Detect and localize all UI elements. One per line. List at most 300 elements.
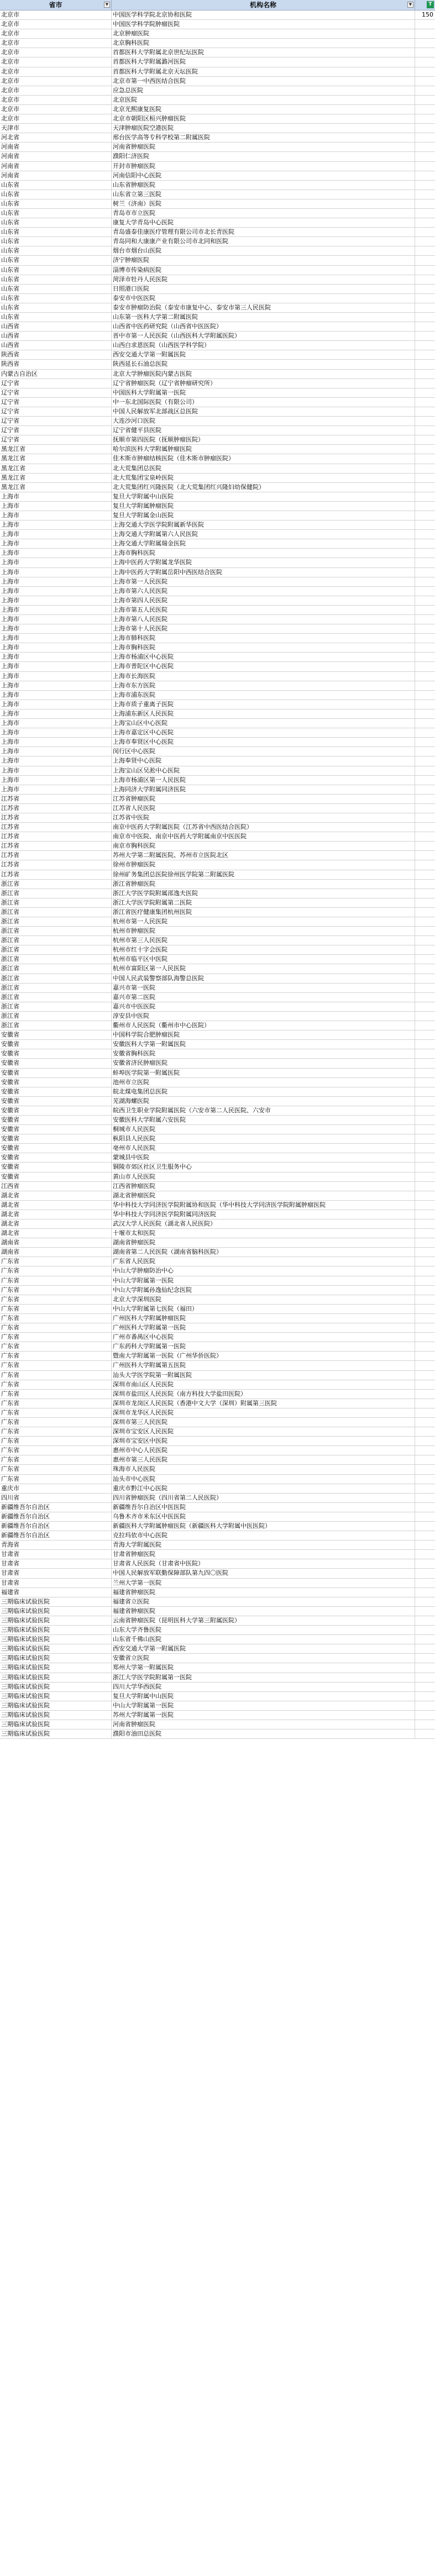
hospital-name-cell[interactable]: 菏泽市牡丹人民医院 <box>112 275 415 284</box>
hospital-name-cell[interactable]: 蒙城县中医院 <box>112 1153 415 1162</box>
province-cell[interactable]: 安徽省 <box>0 1106 112 1115</box>
hospital-name-cell[interactable]: 淄博市传染病医院 <box>112 266 415 275</box>
count-cell[interactable] <box>415 1238 435 1247</box>
count-cell[interactable] <box>415 880 435 889</box>
hospital-name-cell[interactable]: 山东大学齐鲁医院 <box>112 1626 415 1634</box>
count-cell[interactable] <box>415 266 435 275</box>
hospital-name-cell[interactable]: 福建省立医院 <box>112 1597 415 1606</box>
province-cell[interactable]: 湖北省 <box>0 1219 112 1228</box>
hospital-name-cell[interactable]: 北大荒集团总医院 <box>112 464 415 473</box>
count-cell[interactable] <box>415 1031 435 1039</box>
province-cell[interactable]: 上海市 <box>0 492 112 501</box>
province-cell[interactable]: 甘肃省 <box>0 1559 112 1568</box>
hospital-name-cell[interactable]: 江苏省人民医院 <box>112 804 415 813</box>
count-cell[interactable] <box>415 1503 435 1512</box>
province-cell[interactable]: 辽宁省 <box>0 426 112 435</box>
province-cell[interactable]: 安徽省 <box>0 1134 112 1143</box>
count-cell[interactable] <box>415 955 435 964</box>
province-cell[interactable]: 辽宁省 <box>0 388 112 397</box>
province-cell[interactable]: 浙江省 <box>0 974 112 983</box>
province-cell[interactable]: 甘肃省 <box>0 1569 112 1578</box>
hospital-name-cell[interactable]: 华中科技大学同济医学院附属协和医院（华中科技大学同济医学院附属肿瘤医院 <box>112 1201 415 1210</box>
hospital-name-cell[interactable]: 青岛市市立医院 <box>112 209 415 218</box>
hospital-name-cell[interactable]: 上海市长海医院 <box>112 672 415 681</box>
hospital-name-cell[interactable]: 中一东北国际医院（有限公司） <box>112 398 415 407</box>
hospital-name-cell[interactable]: 武汉大学人民医院（湖北省人民医院） <box>112 1219 415 1228</box>
province-cell[interactable]: 山西省 <box>0 341 112 350</box>
hospital-name-cell[interactable]: 湖北省肿瘤医院 <box>112 1191 415 1200</box>
count-cell[interactable] <box>415 1097 435 1106</box>
hospital-name-cell[interactable]: 中国医学科学院肿瘤医院 <box>112 20 415 29</box>
hospital-name-cell[interactable]: 上海市嘉定区中心医院 <box>112 728 415 737</box>
count-cell[interactable] <box>415 1153 435 1162</box>
filter-dropdown-icon[interactable]: ▼ <box>407 2 413 8</box>
hospital-name-cell[interactable]: 河南省肿瘤医院 <box>112 1720 415 1729</box>
hospital-name-cell[interactable]: 江苏省肿瘤医院 <box>112 795 415 803</box>
count-cell[interactable] <box>415 738 435 746</box>
count-cell[interactable] <box>415 1569 435 1578</box>
hospital-name-cell[interactable]: 中国科学院合肥肿瘤医院 <box>112 1031 415 1039</box>
province-cell[interactable]: 上海市 <box>0 615 112 624</box>
hospital-name-cell[interactable]: 安徽省济民肿瘤医院 <box>112 1059 415 1068</box>
hospital-name-cell[interactable]: 中山大学附属第七医院（福田） <box>112 1305 415 1313</box>
count-cell[interactable] <box>415 898 435 907</box>
province-cell[interactable]: 甘肃省 <box>0 1550 112 1559</box>
hospital-name-cell[interactable]: 嘉兴市第二医院 <box>112 993 415 1002</box>
count-cell[interactable] <box>415 1314 435 1323</box>
province-cell[interactable]: 陕西省 <box>0 350 112 359</box>
hospital-name-cell[interactable]: 复旦大学附属肿瘤医院 <box>112 502 415 511</box>
hospital-name-cell[interactable]: 上海市第四人民医院 <box>112 596 415 605</box>
count-cell[interactable] <box>415 1229 435 1238</box>
hospital-name-cell[interactable]: 浙江大学医学院附属第一医院 <box>112 1673 415 1682</box>
province-cell[interactable]: 天津市 <box>0 124 112 133</box>
count-cell[interactable] <box>415 275 435 284</box>
count-cell[interactable] <box>415 993 435 1002</box>
hospital-name-cell[interactable]: 克拉玛依市中心医院 <box>112 1531 415 1540</box>
count-cell[interactable] <box>415 1427 435 1436</box>
hospital-name-cell[interactable]: 山西省中医药研究院（山西省中医医院） <box>112 322 415 331</box>
hospital-name-cell[interactable]: 泰安市肿瘤防治院（泰安市康复中心、泰安市第三人民医院 <box>112 303 415 312</box>
hospital-name-cell[interactable]: 新疆医科大学附属肿瘤医院（新疆医科大学附属中医医院） <box>112 1522 415 1531</box>
hospital-name-cell[interactable]: 四川省肿瘤医院（四川省第二人民医院） <box>112 1494 415 1502</box>
hospital-name-cell[interactable]: 上海市奉贤区中心医院 <box>112 738 415 746</box>
hospital-name-cell[interactable]: 枞阳县人民医院 <box>112 1134 415 1143</box>
count-cell[interactable] <box>415 756 435 765</box>
count-cell[interactable] <box>415 407 435 416</box>
province-cell[interactable]: 安徽省 <box>0 1078 112 1087</box>
count-cell[interactable] <box>415 776 435 785</box>
count-cell[interactable] <box>415 728 435 737</box>
province-cell[interactable]: 浙江省 <box>0 927 112 935</box>
hospital-name-cell[interactable]: 汕头市中心医院 <box>112 1475 415 1484</box>
province-cell[interactable]: 上海市 <box>0 634 112 643</box>
count-cell[interactable] <box>415 105 435 114</box>
province-cell[interactable]: 安徽省 <box>0 1049 112 1058</box>
province-cell[interactable]: 上海市 <box>0 558 112 567</box>
hospital-name-cell[interactable]: 上海市第六人民医院 <box>112 587 415 596</box>
hospital-name-cell[interactable]: 上海市普陀区中心医院 <box>112 662 415 671</box>
hospital-name-cell[interactable]: 上海市杨浦区第一人民医院 <box>112 776 415 785</box>
province-cell[interactable]: 浙江省 <box>0 898 112 907</box>
count-cell[interactable] <box>415 539 435 548</box>
province-cell[interactable]: 上海市 <box>0 738 112 746</box>
province-cell[interactable]: 安徽省 <box>0 1173 112 1181</box>
hospital-name-cell[interactable]: 上海交通大学附属第六人民医院 <box>112 530 415 539</box>
hospital-name-cell[interactable]: 邢台医学高等专科学校第二附属医院 <box>112 133 415 142</box>
hospital-name-cell[interactable]: 惠州市中心人民医院 <box>112 1446 415 1455</box>
count-cell[interactable] <box>415 20 435 29</box>
hospital-name-cell[interactable]: 上海市第一人民医院 <box>112 577 415 586</box>
hospital-name-cell[interactable]: 深圳市龙岗区人民医院（香港中文大学（深圳）附属第三医院 <box>112 1399 415 1408</box>
count-cell[interactable] <box>415 152 435 161</box>
hospital-name-cell[interactable]: 日照港口医院 <box>112 285 415 293</box>
province-cell[interactable]: 上海市 <box>0 719 112 728</box>
count-cell[interactable] <box>415 171 435 180</box>
count-cell[interactable] <box>415 606 435 614</box>
count-cell[interactable] <box>415 577 435 586</box>
province-cell[interactable]: 湖北省 <box>0 1210 112 1219</box>
count-cell[interactable] <box>415 492 435 501</box>
province-cell[interactable]: 安徽省 <box>0 1125 112 1134</box>
hospital-name-cell[interactable]: 上海市胸科医院 <box>112 643 415 652</box>
province-cell[interactable]: 安徽省 <box>0 1087 112 1096</box>
hospital-name-cell[interactable]: 烟台市烟台山医院 <box>112 246 415 255</box>
count-cell[interactable] <box>415 48 435 57</box>
province-cell[interactable]: 广东省 <box>0 1286 112 1295</box>
province-cell[interactable]: 浙江省 <box>0 945 112 954</box>
province-cell[interactable]: 上海市 <box>0 691 112 700</box>
province-cell[interactable]: 上海市 <box>0 756 112 765</box>
province-cell[interactable]: 三期临床试验医院 <box>0 1654 112 1663</box>
province-cell[interactable]: 广东省 <box>0 1295 112 1304</box>
count-cell[interactable] <box>415 1295 435 1304</box>
province-cell[interactable]: 三期临床试验医院 <box>0 1626 112 1634</box>
hospital-name-cell[interactable]: 黄山市人民医院 <box>112 1173 415 1181</box>
province-cell[interactable]: 辽宁省 <box>0 379 112 388</box>
province-cell[interactable]: 黑龙江省 <box>0 445 112 454</box>
province-cell[interactable]: 山东省 <box>0 246 112 255</box>
province-cell[interactable]: 广东省 <box>0 1276 112 1285</box>
hospital-name-cell[interactable]: 北大荒集团宝泉岭医院 <box>112 474 415 482</box>
hospital-name-cell[interactable]: 北京市第一中西医结合医院 <box>112 77 415 86</box>
province-cell[interactable]: 江苏省 <box>0 823 112 832</box>
hospital-name-cell[interactable]: 杭州市临平区中医院 <box>112 955 415 964</box>
province-cell[interactable]: 上海市 <box>0 709 112 718</box>
count-cell[interactable] <box>415 360 435 369</box>
count-cell[interactable] <box>415 691 435 700</box>
count-cell[interactable] <box>415 653 435 661</box>
count-cell[interactable] <box>415 1550 435 1559</box>
province-cell[interactable]: 上海市 <box>0 776 112 785</box>
hospital-name-cell[interactable]: 中国人民解放军联勤保障部队第九四〇医院 <box>112 1569 415 1578</box>
hospital-name-cell[interactable]: 首都医科大学附属潞河医院 <box>112 57 415 66</box>
column-header-count[interactable] <box>415 0 435 10</box>
hospital-name-cell[interactable]: 泰安市中医医院 <box>112 294 415 303</box>
hospital-name-cell[interactable]: 中山大学肿瘤防治中心 <box>112 1266 415 1275</box>
province-cell[interactable]: 上海市 <box>0 530 112 539</box>
count-cell[interactable] <box>415 114 435 123</box>
count-cell[interactable] <box>415 1484 435 1493</box>
province-cell[interactable]: 山东省 <box>0 237 112 246</box>
count-cell[interactable] <box>415 483 435 492</box>
count-cell[interactable] <box>415 521 435 529</box>
hospital-name-cell[interactable]: 上海市肺科医院 <box>112 634 415 643</box>
count-cell[interactable] <box>415 1579 435 1587</box>
count-cell[interactable] <box>415 67 435 76</box>
count-cell[interactable] <box>415 1219 435 1228</box>
province-cell[interactable]: 福建省 <box>0 1588 112 1597</box>
count-cell[interactable] <box>415 77 435 86</box>
hospital-name-cell[interactable]: 云南省肿瘤医院（昆明医科大学第三附属医院） <box>112 1616 415 1625</box>
count-cell[interactable] <box>415 549 435 558</box>
count-cell[interactable] <box>415 474 435 482</box>
hospital-name-cell[interactable]: 江西省肿瘤医院 <box>112 1182 415 1191</box>
province-cell[interactable]: 上海市 <box>0 624 112 633</box>
hospital-name-cell[interactable]: 华中科技大学同济医学院附属同济医院 <box>112 1210 415 1219</box>
province-cell[interactable]: 江苏省 <box>0 795 112 803</box>
province-cell[interactable]: 浙江省 <box>0 889 112 898</box>
hospital-name-cell[interactable]: 中国医科大学附属第一医院 <box>112 388 415 397</box>
hospital-name-cell[interactable]: 杭州市第一人民医院 <box>112 917 415 926</box>
province-cell[interactable]: 新疆维吾尔自治区 <box>0 1512 112 1521</box>
count-cell[interactable] <box>415 57 435 66</box>
province-cell[interactable]: 山东省 <box>0 294 112 303</box>
hospital-name-cell[interactable]: 淳安县中医院 <box>112 1012 415 1021</box>
count-cell[interactable] <box>415 1276 435 1285</box>
count-cell[interactable] <box>415 1333 435 1342</box>
count-cell[interactable] <box>415 917 435 926</box>
province-cell[interactable]: 北京市 <box>0 39 112 48</box>
count-cell[interactable] <box>415 143 435 151</box>
hospital-name-cell[interactable]: 山东省立第三医院 <box>112 190 415 199</box>
count-cell[interactable] <box>415 124 435 133</box>
count-cell[interactable] <box>415 974 435 983</box>
province-cell[interactable]: 内蒙古自治区 <box>0 370 112 378</box>
hospital-name-cell[interactable]: 池州市立医院 <box>112 1078 415 1087</box>
province-cell[interactable]: 北京市 <box>0 20 112 29</box>
count-cell[interactable]: 150 <box>422 11 433 18</box>
count-cell[interactable] <box>415 662 435 671</box>
hospital-name-cell[interactable]: 深圳市盐田区人民医院（南方科技大学盐田医院） <box>112 1390 415 1399</box>
hospital-name-cell[interactable]: 济宁肿瘤医院 <box>112 256 415 265</box>
province-cell[interactable]: 北京市 <box>0 86 112 95</box>
hospital-name-cell[interactable]: 濮阳市油田总医院 <box>112 1729 415 1738</box>
count-cell[interactable] <box>415 1257 435 1266</box>
hospital-name-cell[interactable]: 北京市朝阳区桓兴肿瘤医院 <box>112 114 415 123</box>
province-cell[interactable]: 山东省 <box>0 256 112 265</box>
count-cell[interactable] <box>415 332 435 340</box>
province-cell[interactable]: 河南省 <box>0 152 112 161</box>
hospital-name-cell[interactable]: 嘉兴市第一医院 <box>112 984 415 992</box>
hospital-name-cell[interactable]: 福建省肿瘤医院 <box>112 1607 415 1616</box>
province-cell[interactable]: 广东省 <box>0 1408 112 1417</box>
count-cell[interactable] <box>415 823 435 832</box>
count-cell[interactable] <box>415 426 435 435</box>
province-cell[interactable]: 广东省 <box>0 1257 112 1266</box>
count-cell[interactable] <box>415 672 435 681</box>
count-cell[interactable] <box>415 1342 435 1351</box>
count-cell[interactable] <box>415 256 435 265</box>
count-cell[interactable] <box>415 1380 435 1389</box>
hospital-name-cell[interactable]: 广州医科大学附属第五医院 <box>112 1361 415 1370</box>
province-cell[interactable]: 山东省 <box>0 199 112 208</box>
hospital-name-cell[interactable]: 北京肿瘤医院 <box>112 29 415 38</box>
province-cell[interactable]: 上海市 <box>0 700 112 709</box>
count-cell[interactable] <box>415 86 435 95</box>
province-cell[interactable]: 浙江省 <box>0 936 112 945</box>
count-cell[interactable] <box>415 1729 435 1738</box>
province-cell[interactable]: 甘肃省 <box>0 1579 112 1587</box>
count-cell[interactable] <box>415 984 435 992</box>
province-cell[interactable]: 北京市 <box>0 96 112 104</box>
province-cell[interactable]: 上海市 <box>0 539 112 548</box>
hospital-name-cell[interactable]: 上海同济大学附属同济医院 <box>112 785 415 794</box>
hospital-name-cell[interactable]: 深圳市宝安区中医院 <box>112 1437 415 1445</box>
province-cell[interactable]: 上海市 <box>0 728 112 737</box>
province-cell[interactable]: 湖北省 <box>0 1229 112 1238</box>
province-cell[interactable]: 湖北省 <box>0 1201 112 1210</box>
hospital-name-cell[interactable]: 徐州矿务集团总医院徐州医学院第二附属医院 <box>112 870 415 879</box>
count-cell[interactable] <box>415 1399 435 1408</box>
count-cell[interactable] <box>415 804 435 813</box>
hospital-name-cell[interactable]: 福建省肿瘤医院 <box>112 1588 415 1597</box>
hospital-name-cell[interactable]: 上海中医药大学附属岳阳中西医结合医院 <box>112 568 415 577</box>
count-cell[interactable] <box>415 1182 435 1191</box>
count-cell[interactable] <box>415 464 435 473</box>
province-cell[interactable]: 辽宁省 <box>0 417 112 425</box>
count-cell[interactable] <box>415 190 435 199</box>
count-cell[interactable] <box>415 766 435 775</box>
province-cell[interactable]: 上海市 <box>0 662 112 671</box>
province-cell[interactable]: 安徽省 <box>0 1097 112 1106</box>
count-cell[interactable] <box>415 379 435 388</box>
hospital-name-cell[interactable]: 濮阳仁济医院 <box>112 152 415 161</box>
count-cell[interactable] <box>415 1531 435 1540</box>
province-cell[interactable]: 广东省 <box>0 1465 112 1474</box>
hospital-name-cell[interactable]: 浙江大学医学院附属邵逸夫医院 <box>112 889 415 898</box>
count-cell[interactable] <box>415 199 435 208</box>
province-cell[interactable]: 浙江省 <box>0 993 112 1002</box>
province-cell[interactable]: 浙江省 <box>0 955 112 964</box>
province-cell[interactable]: 江苏省 <box>0 860 112 869</box>
hospital-name-cell[interactable]: 天津肿瘤医院空港医院 <box>112 124 415 133</box>
count-cell[interactable] <box>415 350 435 359</box>
count-cell[interactable] <box>415 1588 435 1597</box>
count-cell[interactable] <box>415 388 435 397</box>
count-cell[interactable] <box>415 1541 435 1549</box>
count-cell[interactable] <box>415 1701 435 1710</box>
province-cell[interactable]: 上海市 <box>0 521 112 529</box>
hospital-name-cell[interactable]: 湖南省肿瘤医院 <box>112 1238 415 1247</box>
count-cell[interactable] <box>415 860 435 869</box>
hospital-name-cell[interactable]: 重庆市黔江中心医院 <box>112 1484 415 1493</box>
province-cell[interactable]: 江苏省 <box>0 870 112 879</box>
count-cell[interactable] <box>415 587 435 596</box>
province-cell[interactable]: 北京市 <box>0 48 112 57</box>
hospital-name-cell[interactable]: 中山大学附属孙逸仙纪念医院 <box>112 1286 415 1295</box>
province-cell[interactable]: 三期临床试验医院 <box>0 1597 112 1606</box>
province-cell[interactable]: 北京市 <box>0 105 112 114</box>
count-cell[interactable] <box>415 1125 435 1134</box>
count-cell[interactable] <box>415 1078 435 1087</box>
count-cell[interactable] <box>415 1049 435 1058</box>
hospital-name-cell[interactable]: 湖南省第二人民医院（湖南省脑科医院） <box>112 1248 415 1257</box>
province-cell[interactable]: 上海市 <box>0 568 112 577</box>
count-cell[interactable] <box>415 832 435 841</box>
hospital-name-cell[interactable]: 深圳市南山区人民医院 <box>112 1380 415 1389</box>
hospital-name-cell[interactable]: 浙江省肿瘤医院 <box>112 880 415 889</box>
province-cell[interactable]: 广东省 <box>0 1371 112 1380</box>
province-cell[interactable]: 江苏省 <box>0 851 112 860</box>
province-cell[interactable]: 山西省 <box>0 332 112 340</box>
count-cell[interactable] <box>415 1106 435 1115</box>
province-cell[interactable]: 浙江省 <box>0 908 112 917</box>
count-cell[interactable] <box>415 181 435 190</box>
count-cell[interactable] <box>415 294 435 303</box>
hospital-name-cell[interactable]: 浙江省医疗健康集团杭州医院 <box>112 908 415 917</box>
hospital-name-cell[interactable]: 深圳市第三人民医院 <box>112 1418 415 1427</box>
province-cell[interactable]: 上海市 <box>0 643 112 652</box>
count-cell[interactable] <box>415 1494 435 1502</box>
count-cell[interactable] <box>415 558 435 567</box>
hospital-name-cell[interactable]: 惠州市第三人民医院 <box>112 1455 415 1464</box>
hospital-name-cell[interactable]: 复旦大学附属中山医院 <box>112 492 415 501</box>
province-cell[interactable]: 安徽省 <box>0 1163 112 1171</box>
province-cell[interactable]: 三期临床试验医院 <box>0 1644 112 1653</box>
count-cell[interactable] <box>415 29 435 38</box>
province-cell[interactable]: 湖南省 <box>0 1238 112 1247</box>
column-header-province[interactable] <box>0 0 112 10</box>
count-cell[interactable] <box>415 624 435 633</box>
hospital-name-cell[interactable]: 青海大学附属医院 <box>112 1541 415 1549</box>
count-cell[interactable] <box>415 96 435 104</box>
hospital-name-cell[interactable]: 河南省肿瘤医院 <box>112 143 415 151</box>
province-cell[interactable]: 北京市 <box>0 114 112 123</box>
province-cell[interactable]: 三期临床试验医院 <box>0 1720 112 1729</box>
count-cell[interactable] <box>415 1286 435 1295</box>
hospital-name-cell[interactable]: 新疆维吾尔自治区中医医院 <box>112 1503 415 1512</box>
province-cell[interactable]: 山东省 <box>0 266 112 275</box>
hospital-name-cell[interactable]: 珠海市人民医院 <box>112 1465 415 1474</box>
hospital-name-cell[interactable]: 上海市东方医院 <box>112 681 415 690</box>
count-cell[interactable] <box>415 1418 435 1427</box>
hospital-name-cell[interactable]: 江苏省中医院 <box>112 813 415 822</box>
province-cell[interactable]: 江苏省 <box>0 813 112 822</box>
hospital-name-cell[interactable]: 苏州大学第二附属医院、苏州市立医院北区 <box>112 851 415 860</box>
count-cell[interactable] <box>415 237 435 246</box>
province-cell[interactable]: 河南省 <box>0 171 112 180</box>
count-cell[interactable] <box>415 1390 435 1399</box>
province-cell[interactable]: 广东省 <box>0 1266 112 1275</box>
count-cell[interactable] <box>415 1040 435 1049</box>
count-cell[interactable] <box>415 1465 435 1474</box>
count-icon[interactable]: T <box>427 1 434 8</box>
province-cell[interactable]: 上海市 <box>0 681 112 690</box>
province-cell[interactable]: 广东省 <box>0 1427 112 1436</box>
count-cell[interactable] <box>415 1305 435 1313</box>
hospital-name-cell[interactable]: 哈尔滨医科大学附属肿瘤医院 <box>112 445 415 454</box>
hospital-name-cell[interactable]: 晋中市第一人民医院（山西医科大学附属医院） <box>112 332 415 340</box>
hospital-name-cell[interactable]: 杭州市富阳区第一人民医院 <box>112 964 415 973</box>
province-cell[interactable]: 上海市 <box>0 785 112 794</box>
count-cell[interactable] <box>415 1201 435 1210</box>
province-cell[interactable]: 山东省 <box>0 313 112 322</box>
province-cell[interactable]: 安徽省 <box>0 1040 112 1049</box>
hospital-name-cell[interactable]: 复旦大学附属中山医院 <box>112 1692 415 1701</box>
hospital-name-cell[interactable]: 上海市第十人民医院 <box>112 624 415 633</box>
hospital-name-cell[interactable]: 山东第一医科大学第二附属医院 <box>112 313 415 322</box>
